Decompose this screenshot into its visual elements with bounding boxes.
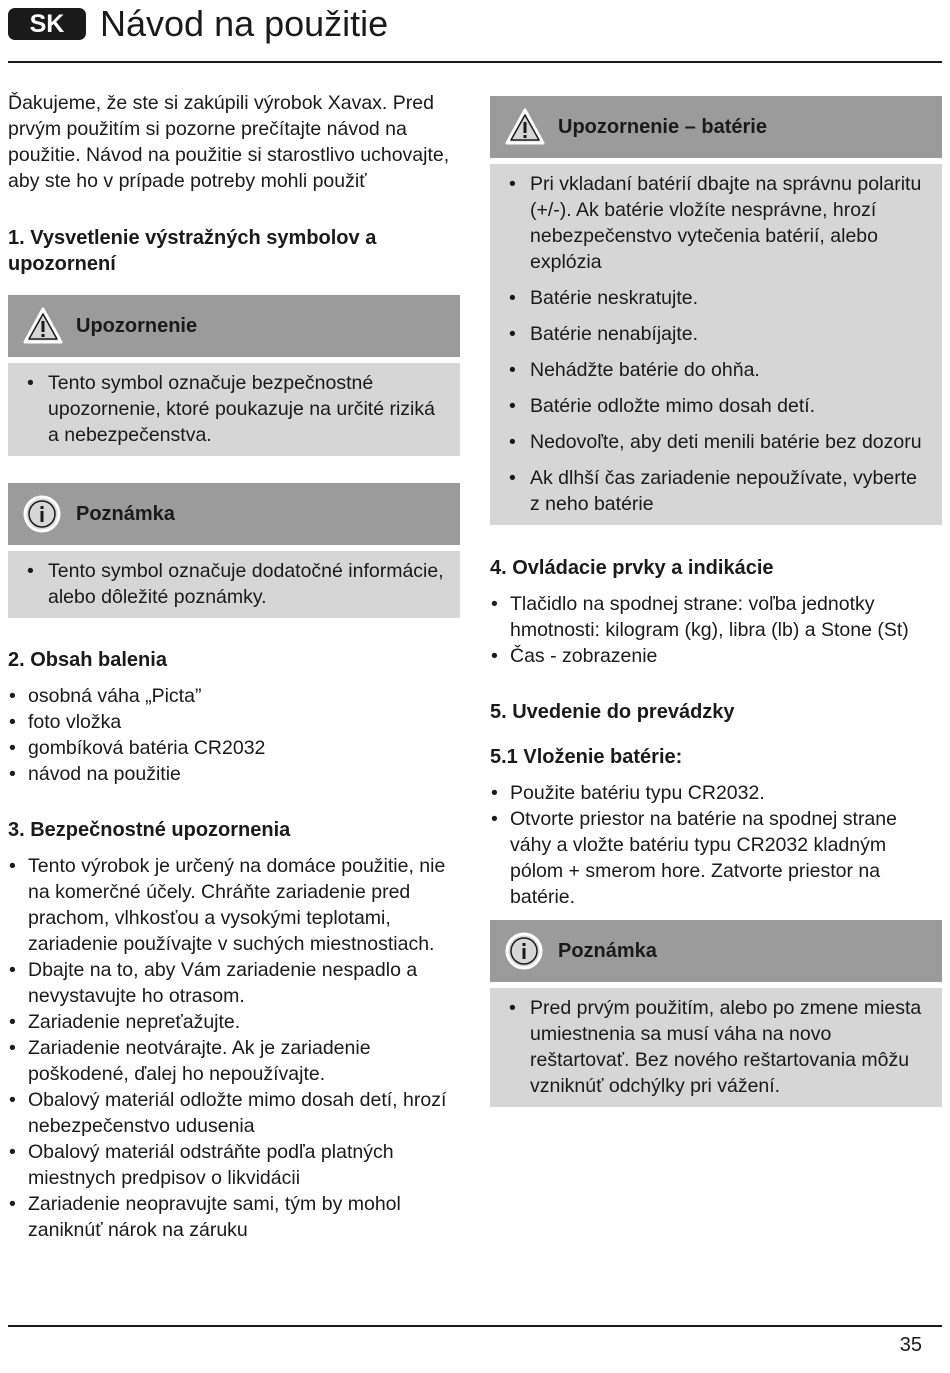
section-4-heading: 4. Ovládacie prvky a indikácie [490, 557, 774, 579]
battery-warning-header [490, 96, 942, 158]
list-item: • foto vložka [8, 709, 460, 735]
note-box-body [8, 551, 460, 618]
list-item: • návod na použitie [8, 761, 460, 787]
section-1-heading: 1. Vysvetlenie výstražných symbolov a upozornení [8, 227, 377, 275]
note-box-label: Poznámka [76, 503, 175, 525]
note-box-label: Poznámka [558, 940, 657, 962]
list-item: • Zariadenie neopravujte sami, tým by mohol zaniknúť nárok na záruku [8, 1191, 460, 1243]
package-contents-list [8, 683, 460, 787]
battery-insert-list [490, 780, 942, 910]
list-item: • Tento symbol označuje bezpečnostné upozornenie, ktoré poukazuje na určité riziká a nebezpečenstva. [26, 370, 446, 448]
warning-box-label: Upozornenie [76, 315, 198, 337]
note-box-header [8, 483, 460, 545]
battery-warning-label: Upozornenie – batérie [558, 116, 767, 138]
header-divider [8, 61, 942, 63]
safety-list [8, 853, 460, 1243]
info-icon [22, 494, 64, 534]
language-badge: SK [8, 8, 86, 40]
list-item: • Pred prvým použitím, alebo po zmene miesta umiestnenia sa musí váha na novo reštartovať. Bez nového reštartovania môžu vzniknúť odchýlky pri vážení. [508, 995, 928, 1099]
note-box [8, 483, 460, 618]
list-item: • Použite batériu typu CR2032. [490, 780, 942, 806]
right-column [490, 90, 942, 1107]
list-item: • Batérie nenabíjajte. [508, 321, 928, 347]
note-box-header [490, 920, 942, 982]
list-item: • Nedovoľte, aby deti menili batérie bez dozoru [508, 429, 928, 455]
list-item: • Batérie neskratujte. [508, 285, 928, 311]
section-2-heading: 2. Obsah balenia [8, 649, 167, 671]
list-item: • Dbajte na to, aby Vám zariadenie nespadlo a nevystavujte ho otrasom. [8, 957, 460, 1009]
list-item: • gombíková batéria CR2032 [8, 735, 460, 761]
list-item: • Tlačidlo na spodnej strane: voľba jednotky hmotnosti: kilogram (kg), libra (lb) a Stone (St) [490, 591, 942, 643]
list-item: • Ak dlhší čas zariadenie nepoužívate, vyberte z neho batérie [508, 465, 928, 517]
list-item: • Zariadenie nepreťažujte. [8, 1009, 460, 1035]
page-title: Návod na použitie [100, 3, 389, 44]
intro-paragraph: Ďakujeme, že ste si zakúpili výrobok Xavax. Pred prvým použitím si pozorne prečítajte návod na použitie. Návod na použitie si starostlivo uchovajte, aby ste ho v prípade potreby mohli použiť [8, 92, 450, 192]
warning-triangle-icon [22, 306, 64, 346]
battery-warning-box [490, 96, 942, 525]
page-number: 35 [899, 1334, 922, 1356]
battery-warning-body [490, 164, 942, 525]
list-item: • Čas - zobrazenie [490, 643, 942, 669]
list-item: • Obalový materiál odložte mimo dosah detí, hrozí nebezpečenstvo udusenia [8, 1087, 460, 1139]
controls-list [490, 591, 942, 669]
list-item: • Pri vkladaní batérií dbajte na správnu polaritu (+/-). Ak batérie vložíte nesprávne, hrozí nebezpečenstvo vytečenia batérií, alebo explózia [508, 171, 928, 275]
note-box [490, 920, 942, 1107]
list-item: • Nehádžte batérie do ohňa. [508, 357, 928, 383]
section-3-heading: 3. Bezpečnostné upozornenia [8, 819, 291, 841]
footer-divider [8, 1325, 942, 1327]
list-item: • Tento výrobok je určený na domáce použitie, nie na komerčné účely. Chráňte zariadenie pred prachom, vlhkosťou a vysokými teplotami, zariadenie používajte v suchých miestnostiach. [8, 853, 460, 957]
note-box-body [490, 988, 942, 1107]
info-icon [504, 931, 546, 971]
page-header [8, 0, 942, 62]
warning-box [8, 295, 460, 456]
list-item: • Obalový materiál odstráňte podľa platných miestnych predpisov o likvidácii [8, 1139, 460, 1191]
warning-triangle-icon [504, 107, 546, 147]
section-5-1-heading: 5.1 Vloženie batérie: [490, 746, 683, 768]
list-item: • Batérie odložte mimo dosah detí. [508, 393, 928, 419]
left-column [8, 90, 460, 1243]
list-item: • Zariadenie neotvárajte. Ak je zariadenie poškodené, ďalej ho nepoužívajte. [8, 1035, 460, 1087]
list-item: • osobná váha „Picta” [8, 683, 460, 709]
warning-box-body [8, 363, 460, 456]
list-item: • Otvorte priestor na batérie na spodnej strane váhy a vložte batériu typu CR2032 kladným pólom + smerom hore. Zatvorte priestor na batérie. [490, 806, 942, 910]
section-5-heading: 5. Uvedenie do prevádzky [490, 701, 735, 723]
list-item: • Tento symbol označuje dodatočné informácie, alebo dôležité poznámky. [26, 558, 446, 610]
warning-box-header [8, 295, 460, 357]
